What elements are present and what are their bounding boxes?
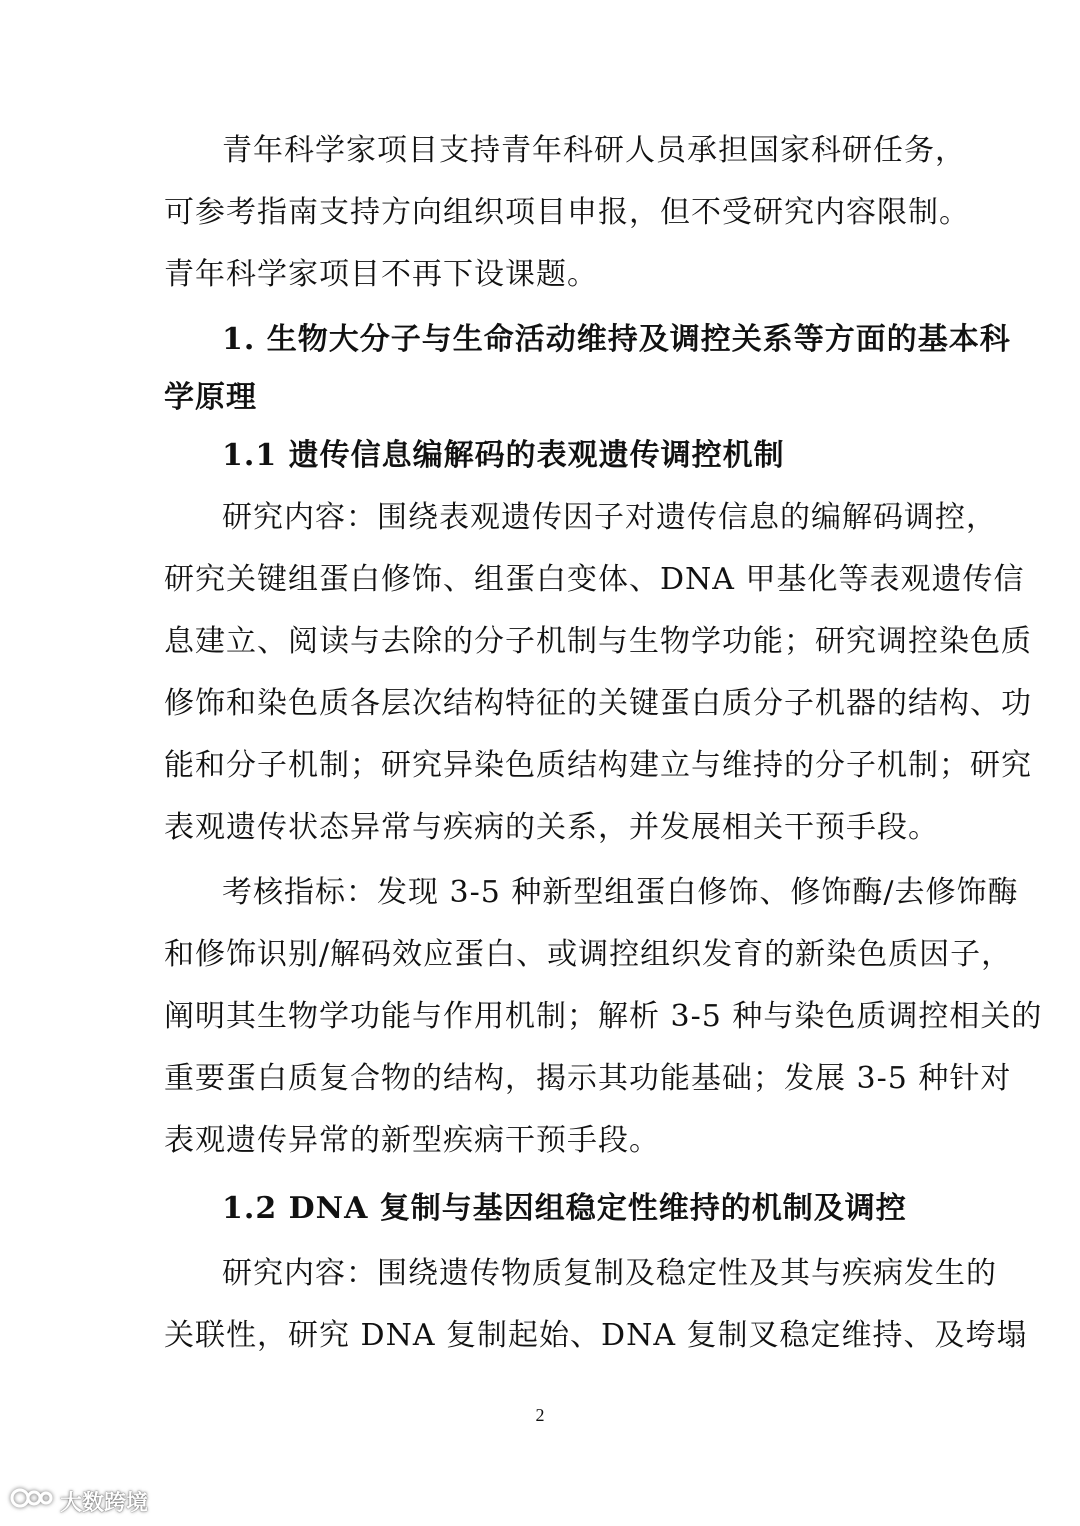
intro-line-2: 可参考指南支持方向组织项目申报，但不受研究内容限制。 bbox=[164, 195, 970, 230]
research-1-1-line-4: 修饰和染色质各层次结构特征的关键蛋白质分子机器的结构、功 bbox=[164, 686, 1032, 721]
assessment-1-1-line-4: 重要蛋白质复合物的结构，揭示其功能基础；发展 3-5 种针对 bbox=[164, 1061, 1012, 1096]
research-1-2-line-1: 研究内容：围绕遗传物质复制及稳定性及其与疾病发生的 bbox=[222, 1256, 997, 1291]
page-number: 2 bbox=[535, 1405, 545, 1425]
research-1-1-line-6: 表观遗传状态异常与疾病的关系，并发展相关干预手段。 bbox=[164, 810, 939, 845]
intro-line-1: 青年科学家项目支持青年科研人员承担国家科研任务， bbox=[222, 133, 966, 168]
research-1-1-line-5: 能和分子机制；研究异染色质结构建立与维持的分子机制；研究 bbox=[164, 748, 1032, 783]
assessment-1-1-line-2: 和修饰识别/解码效应蛋白、或调控组织发育的新染色质因子， bbox=[164, 937, 1013, 972]
research-1-1-line-2: 研究关键组蛋白修饰、组蛋白变体、DNA 甲基化等表观遗传信 bbox=[164, 562, 1025, 597]
assessment-1-1-line-1: 考核指标：发现 3-5 种新型组蛋白修饰、修饰酶/去修饰酶 bbox=[222, 875, 1019, 910]
heading-1-2: 1.2 DNA 复制与基因组稳定性维持的机制及调控 bbox=[222, 1191, 907, 1226]
research-1-2-line-2: 关联性，研究 DNA 复制起始、DNA 复制叉稳定维持、及垮塌 bbox=[164, 1318, 1028, 1353]
assessment-1-1-line-3: 阐明其生物学功能与作用机制；解析 3-5 种与染色质调控相关的 bbox=[164, 999, 1043, 1034]
heading-1-line-1: 1. 生物大分子与生命活动维持及调控关系等方面的基本科 bbox=[222, 322, 1011, 357]
watermark-text: 大数跨境 bbox=[60, 1490, 149, 1516]
intro-line-3: 青年科学家项目不再下设课题。 bbox=[164, 257, 598, 292]
research-1-1-line-3: 息建立、阅读与去除的分子机制与生物学功能；研究调控染色质 bbox=[164, 624, 1032, 659]
assessment-1-1-line-5: 表观遗传异常的新型疾病干预手段。 bbox=[164, 1123, 660, 1158]
heading-1-1: 1.1 遗传信息编解码的表观遗传调控机制 bbox=[222, 438, 785, 473]
research-1-1-line-1: 研究内容：围绕表观遗传因子对遗传信息的编解码调控， bbox=[222, 500, 997, 535]
heading-1-line-2: 学原理 bbox=[164, 380, 257, 415]
watermark bbox=[10, 1486, 148, 1516]
brand-logo-icon bbox=[10, 1485, 54, 1517]
